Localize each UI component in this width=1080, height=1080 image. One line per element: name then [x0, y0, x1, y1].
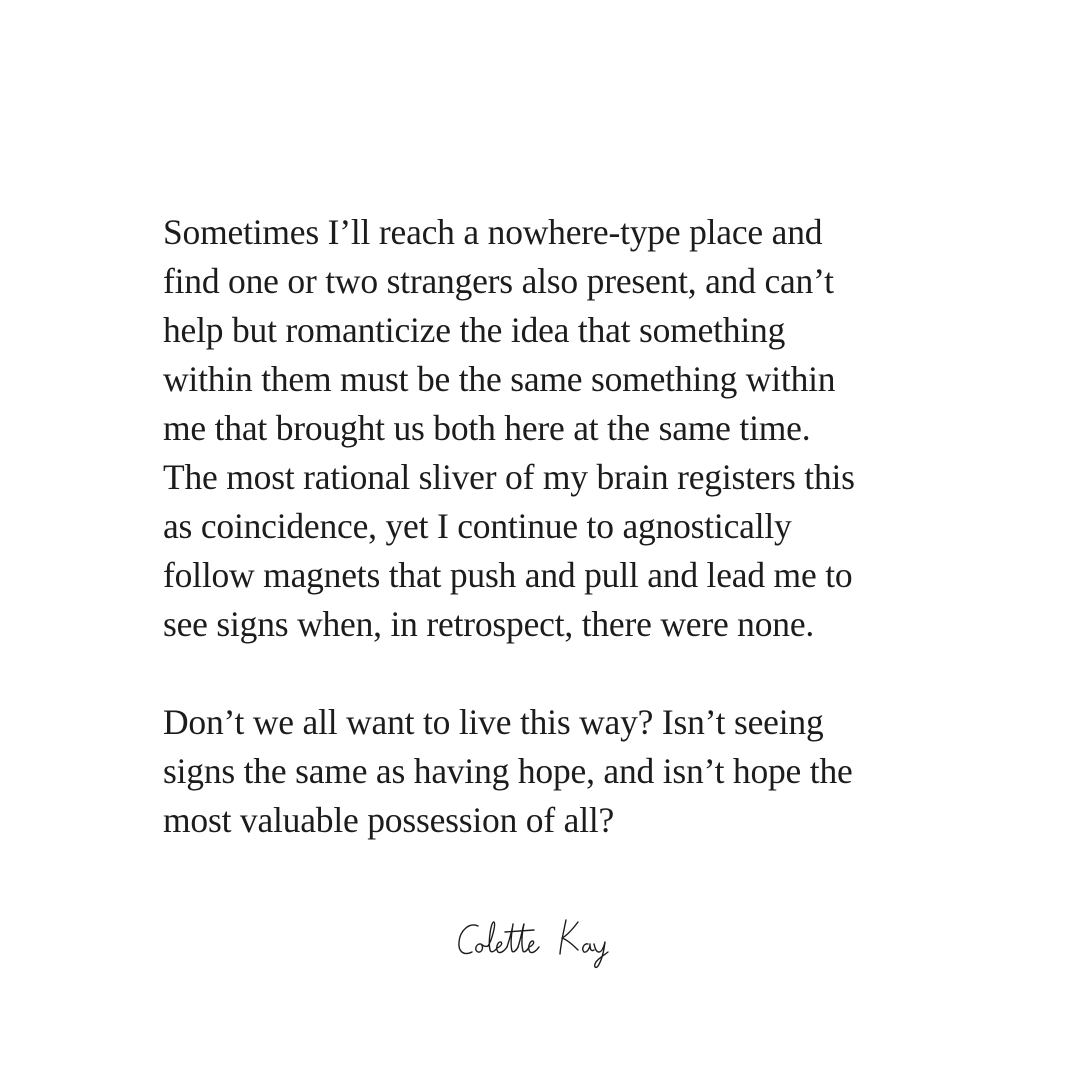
quote-line: most valuable possession of all?: [163, 800, 615, 840]
quote-line: follow magnets that push and pull and lead me to: [163, 555, 853, 595]
signature-script: [450, 912, 630, 972]
quote-line: help but romanticize the idea that something: [163, 310, 786, 350]
quote-line: The most rational sliver of my brain registers this: [163, 457, 855, 497]
quote-paragraph-2: [163, 698, 943, 845]
quote-text: [163, 208, 943, 845]
author-signature: [450, 912, 630, 972]
quote-line: Don’t we all want to live this way? Isn’t seeing: [163, 702, 824, 742]
quote-line: within them must be the same something within: [163, 359, 836, 399]
quote-paragraph-1: [163, 208, 943, 649]
quote-line: as coincidence, yet I continue to agnostically: [163, 506, 792, 546]
quote-line: see signs when, in retrospect, there were none.: [163, 604, 815, 644]
quote-line: me that brought us both here at the same time.: [163, 408, 811, 448]
quote-line: Sometimes I’ll reach a nowhere-type place and: [163, 212, 823, 252]
quote-line: signs the same as having hope, and isn’t hope the: [163, 751, 853, 791]
quote-line: find one or two strangers also present, and can’t: [163, 261, 834, 301]
